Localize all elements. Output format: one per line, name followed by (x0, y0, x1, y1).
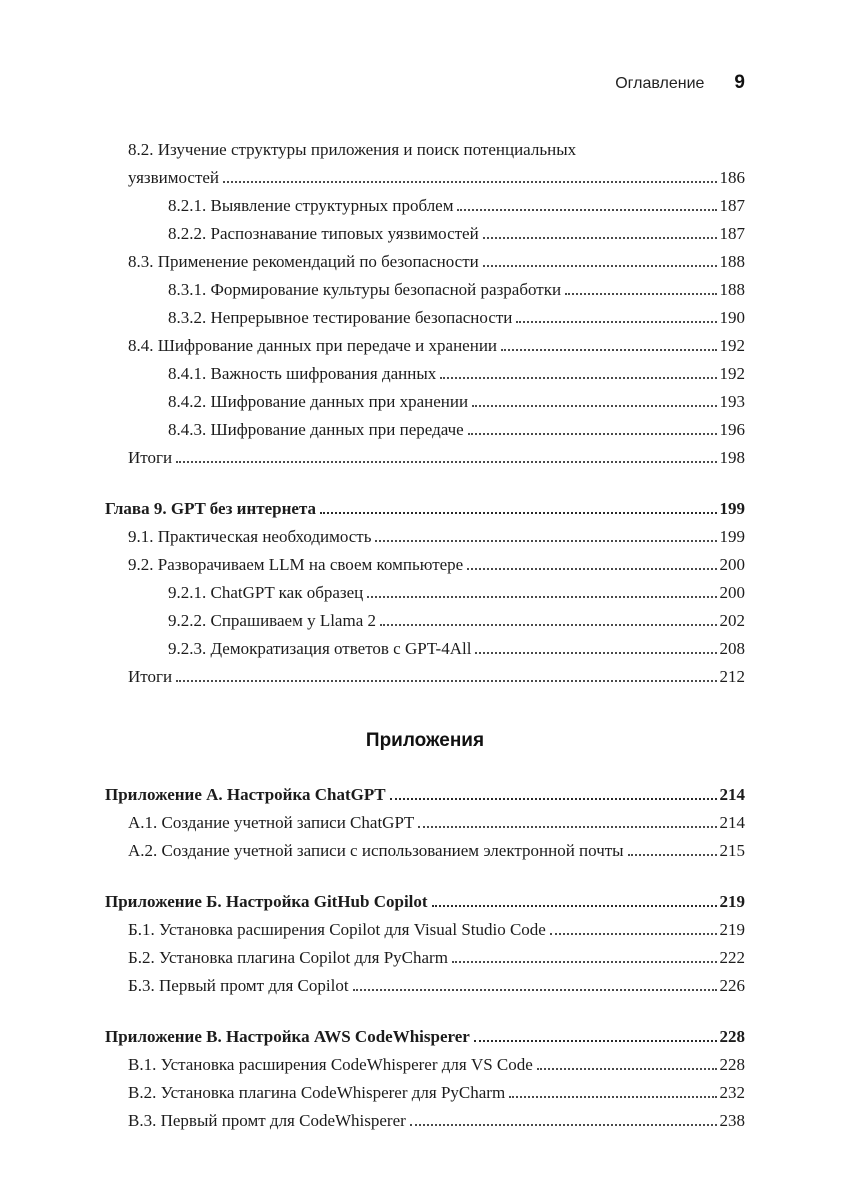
toc-entry-title: 8.2. Изучение структуры приложения и поиск потенциальных (128, 140, 577, 159)
toc-entry-title: 8.4.2. Шифрование данных при хранении (168, 392, 469, 411)
toc-entry (105, 663, 745, 691)
dot-leader (440, 377, 716, 379)
toc-entry-page: 208 (719, 639, 745, 658)
toc-entry (105, 579, 745, 607)
dot-leader (628, 854, 717, 856)
dot-leader (467, 568, 716, 570)
toc-entry (105, 888, 745, 916)
toc-entry (105, 192, 745, 220)
toc-entry (105, 416, 745, 444)
toc-entry-title: Приложение Б. Настройка GitHub Copilot (105, 892, 428, 911)
toc-entry-title: 9.2.1. ChatGPT как образец (168, 583, 364, 602)
dot-leader (509, 1096, 716, 1098)
dot-leader (483, 237, 717, 239)
toc-entry-title: 8.3. Применение рекомендаций по безопасности (128, 252, 479, 271)
toc-entry-title: Приложение В. Настройка AWS CodeWhisperer (105, 1027, 470, 1046)
toc-entry-page: 188 (719, 252, 745, 271)
dot-leader (432, 905, 717, 907)
dot-leader (390, 798, 717, 800)
dot-leader (468, 433, 717, 435)
toc-entry-title: 8.2.1. Выявление структурных проблем (168, 196, 454, 215)
toc-entry-title: А.2. Создание учетной записи с использованием электронной почты (128, 841, 624, 860)
toc-entry-page: 228 (719, 1027, 745, 1046)
dot-leader (367, 596, 716, 598)
toc-entry-page: 192 (719, 336, 745, 355)
page-number: 9 (734, 72, 745, 93)
toc-entry-page: 196 (719, 420, 745, 439)
toc-entry-title: 8.4. Шифрование данных при передаче и хранении (128, 336, 498, 355)
toc-entry-title: Б.2. Установка плагина Copilot для PyCharm (128, 948, 448, 967)
dot-leader (550, 933, 717, 935)
toc-entry-page: 200 (719, 583, 745, 602)
dot-leader (452, 961, 717, 963)
running-head (105, 72, 745, 94)
toc-entry-page: 200 (719, 555, 745, 574)
toc-entry (105, 972, 745, 1000)
toc-list (105, 136, 745, 1135)
dot-leader (320, 512, 717, 514)
toc-entry (105, 551, 745, 579)
toc-entry-page: 187 (719, 196, 745, 215)
dot-leader (483, 265, 717, 267)
dot-leader (418, 826, 716, 828)
toc-entry-page: 219 (719, 920, 745, 939)
toc-entry-title: уязвимостей (128, 168, 220, 187)
toc-entry (105, 837, 745, 865)
toc-entry-page: 186 (719, 168, 745, 187)
dot-leader (375, 540, 716, 542)
toc-entry-page: 219 (719, 892, 745, 911)
dot-leader (353, 989, 717, 991)
dot-leader (565, 293, 716, 295)
toc-entry (105, 916, 745, 944)
toc-entry-title: Глава 9. GPT без интернета (105, 499, 316, 518)
toc-entry (105, 360, 745, 388)
toc-entry-title: 9.2.2. Спрашиваем у Llama 2 (168, 611, 376, 630)
running-head-title: Оглавление (615, 75, 705, 92)
toc-entry-page: 199 (719, 527, 745, 546)
dot-leader (472, 405, 716, 407)
toc-entry-page: 190 (719, 308, 745, 327)
toc-entry (105, 944, 745, 972)
toc-entry (105, 607, 745, 635)
toc-entry-page: 214 (719, 813, 745, 832)
dot-leader (223, 181, 716, 183)
toc-entry-title: 8.3.1. Формирование культуры безопасной разработки (168, 280, 562, 299)
toc-entry (105, 304, 745, 332)
toc-entry-page: 202 (719, 611, 745, 630)
toc-entry-title: Итоги (128, 448, 173, 467)
toc-entry-title: Итоги (128, 667, 173, 686)
toc-entry (105, 781, 745, 809)
dot-leader (457, 209, 716, 211)
toc-entry-title: В.2. Установка плагина CodeWhisperer для PyCharm (128, 1083, 506, 1102)
toc-entry (105, 635, 745, 663)
toc-entry (105, 220, 745, 248)
toc-entry (105, 248, 745, 276)
dot-leader (516, 321, 716, 323)
toc-entry (105, 136, 745, 192)
toc-entry-title: 9.2. Разворачиваем LLM на своем компьютере (128, 555, 464, 574)
toc-entry-title: 9.1. Практическая необходимость (128, 527, 372, 546)
toc-entry-page: 215 (719, 841, 745, 860)
toc-entry (105, 332, 745, 360)
toc-entry (105, 1023, 745, 1051)
dot-leader (501, 349, 716, 351)
toc-entry-title: 8.4.1. Важность шифрования данных (168, 364, 437, 383)
toc-entry-page: 198 (719, 448, 745, 467)
toc-entry-page: 193 (719, 392, 745, 411)
dot-leader (176, 461, 716, 463)
toc-entry (105, 1051, 745, 1079)
toc-entry-title: 8.3.2. Непрерывное тестирование безопасности (168, 308, 513, 327)
dot-leader (410, 1124, 717, 1126)
dot-leader (537, 1068, 717, 1070)
toc-entry-page: 238 (719, 1111, 745, 1130)
toc-entry-page: 222 (719, 948, 745, 967)
toc-entry-title: А.1. Создание учетной записи ChatGPT (128, 813, 415, 832)
toc-entry-title: 8.4.3. Шифрование данных при передаче (168, 420, 464, 439)
toc-entry-page: 192 (719, 364, 745, 383)
toc-entry-page: 232 (719, 1083, 745, 1102)
toc-entry-page: 214 (719, 785, 745, 804)
section-heading: Приложения (365, 730, 485, 751)
toc-entry-title: Б.3. Первый промт для Copilot (128, 976, 349, 995)
toc-entry (105, 276, 745, 304)
toc-entry-page: 188 (719, 280, 745, 299)
toc-entry-title: В.1. Установка расширения CodeWhisperer для VS Code (128, 1055, 533, 1074)
toc-entry-page: 228 (719, 1055, 745, 1074)
toc-entry (105, 388, 745, 416)
toc-entry-page: 199 (719, 499, 745, 518)
toc-entry-title: 8.2.2. Распознавание типовых уязвимостей (168, 224, 479, 243)
dot-leader (474, 1040, 717, 1042)
toc-entry (105, 1079, 745, 1107)
toc-entry-title: 9.2.3. Демократизация ответов с GPT-4All (168, 639, 472, 658)
dot-leader (176, 680, 716, 682)
toc-entry-page: 187 (719, 224, 745, 243)
toc-entry-page: 212 (719, 667, 745, 686)
toc-entry (105, 495, 745, 523)
toc-entry (105, 809, 745, 837)
toc-entry-page: 226 (719, 976, 745, 995)
toc-entry (105, 523, 745, 551)
toc-entry (105, 444, 745, 472)
toc-entry-title: В.3. Первый промт для CodeWhisperer (128, 1111, 406, 1130)
dot-leader (380, 624, 717, 626)
toc-entry (105, 1107, 745, 1135)
toc-entry-title: Приложение А. Настройка ChatGPT (105, 785, 386, 804)
dot-leader (475, 652, 716, 654)
toc-entry-title: Б.1. Установка расширения Copilot для Visual Studio Code (128, 920, 546, 939)
